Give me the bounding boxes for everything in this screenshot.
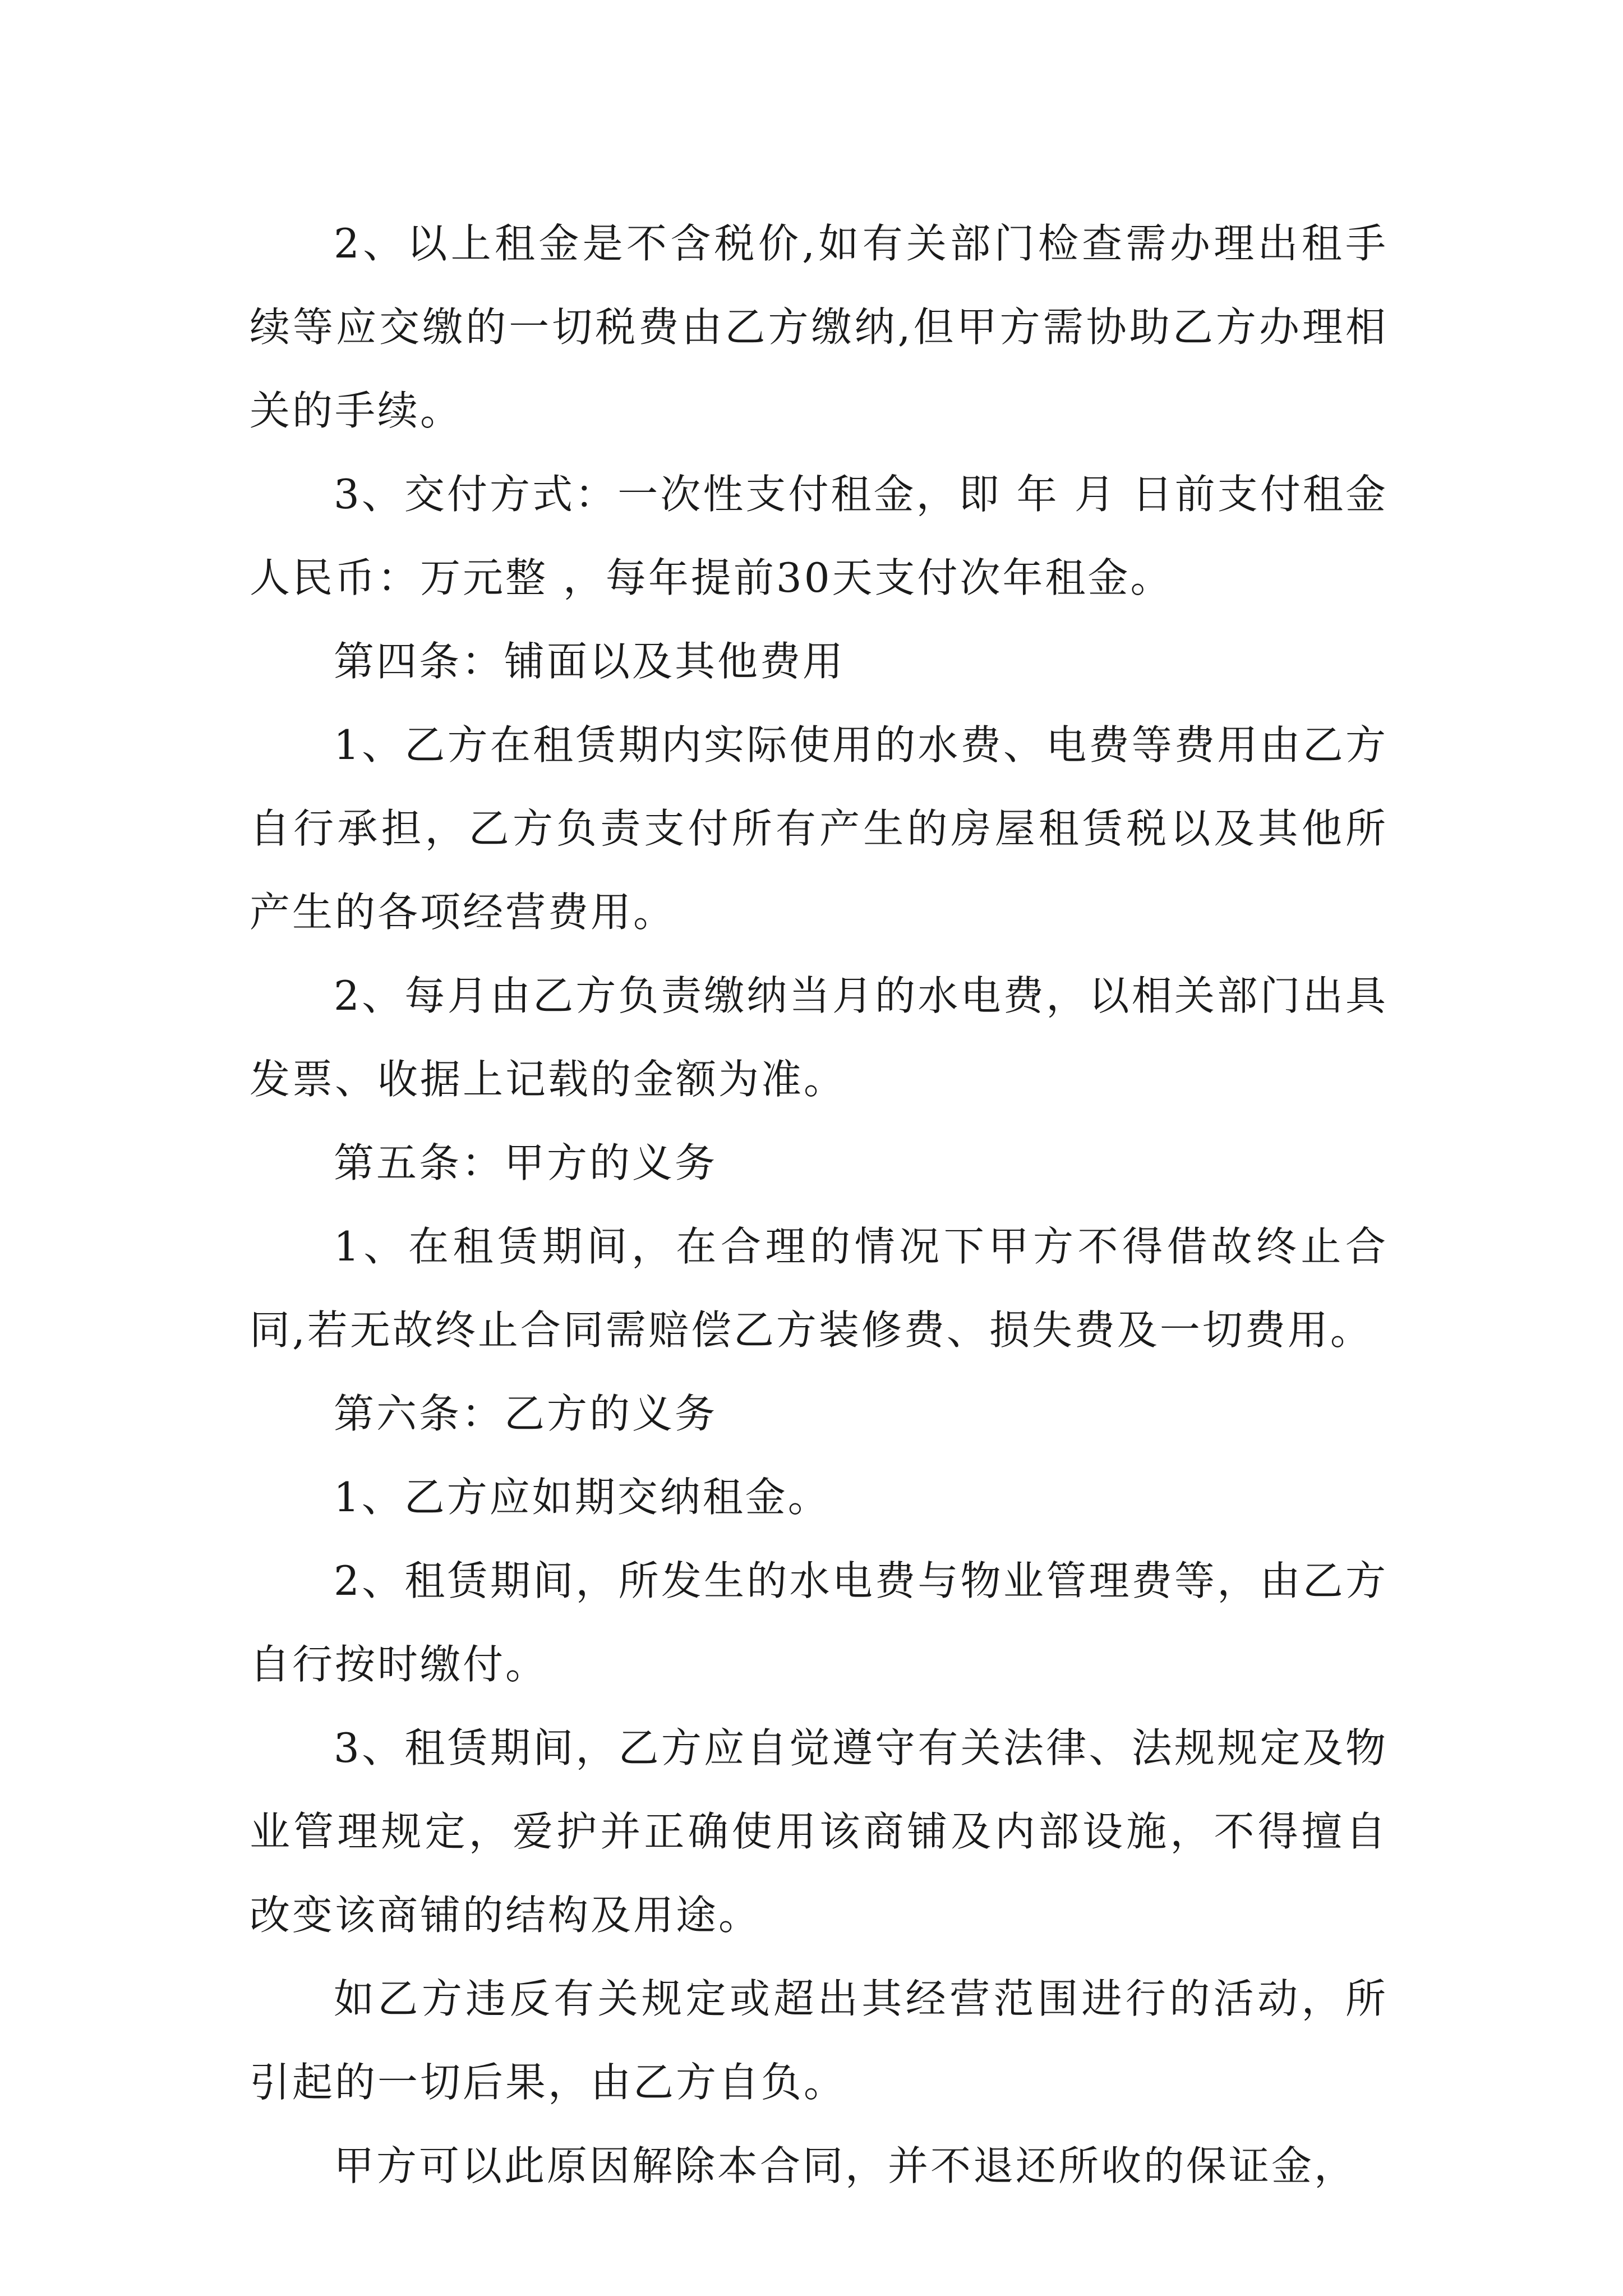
paragraph-utility-costs: 1、乙方在租赁期内实际使用的水费、电费等费用由乙方自行承担，乙方负责支付所有产生的房屋租赁税以及其他所产生的各项经营费用。: [250, 721, 1388, 936]
section-heading-article-4: 第四条：铺面以及其他费用: [334, 638, 846, 685]
paragraph-fees-during-lease: 2、租赁期间，所发生的水电费与物业管理费等，由乙方自行按时缴付。: [250, 1557, 1388, 1688]
paragraph-compliance: 3、租赁期间，乙方应自觉遵守有关法律、法规规定及物业管理规定，爱护并正确使用该商铺及内部设施，不得擅自改变该商铺的结构及用途。: [250, 1724, 1388, 1939]
section-heading-article-5: 第五条：甲方的义务: [334, 1139, 718, 1186]
paragraph-lessor-obligation: 1、在租赁期间，在合理的情况下甲方不得借故终止合同,若无故终止合同需赔偿乙方装修费、损失费及一切费用。: [250, 1223, 1388, 1354]
paragraph-violation-consequence: 如乙方违反有关规定或超出其经营范围进行的活动，所引起的一切后果，由乙方自负。: [250, 1975, 1388, 2106]
document-body: [250, 202, 1388, 2208]
paragraph-pay-rent: 1、乙方应如期交纳租金。: [334, 1474, 831, 1521]
paragraph-payment-method: 3、交付方式：一次性支付租金，即 年 月 日前支付租金人民币：万元整 ，每年提前30天支付次年租金。: [250, 471, 1388, 601]
paragraph-tax-clause: 2、以上租金是不含税价,如有关部门检查需办理出租手续等应交缴的一切税费由乙方缴纳,但甲方需协助乙方办理相关的手续。: [250, 220, 1388, 434]
section-heading-article-6: 第六条：乙方的义务: [334, 1390, 718, 1437]
paragraph-monthly-utilities: 2、每月由乙方负责缴纳当月的水电费，以相关部门出具发票、收据上记载的金额为准。: [250, 972, 1388, 1103]
paragraph-termination: 甲方可以此原因解除本合同，并不退还所收的保证金，: [334, 2142, 1357, 2189]
